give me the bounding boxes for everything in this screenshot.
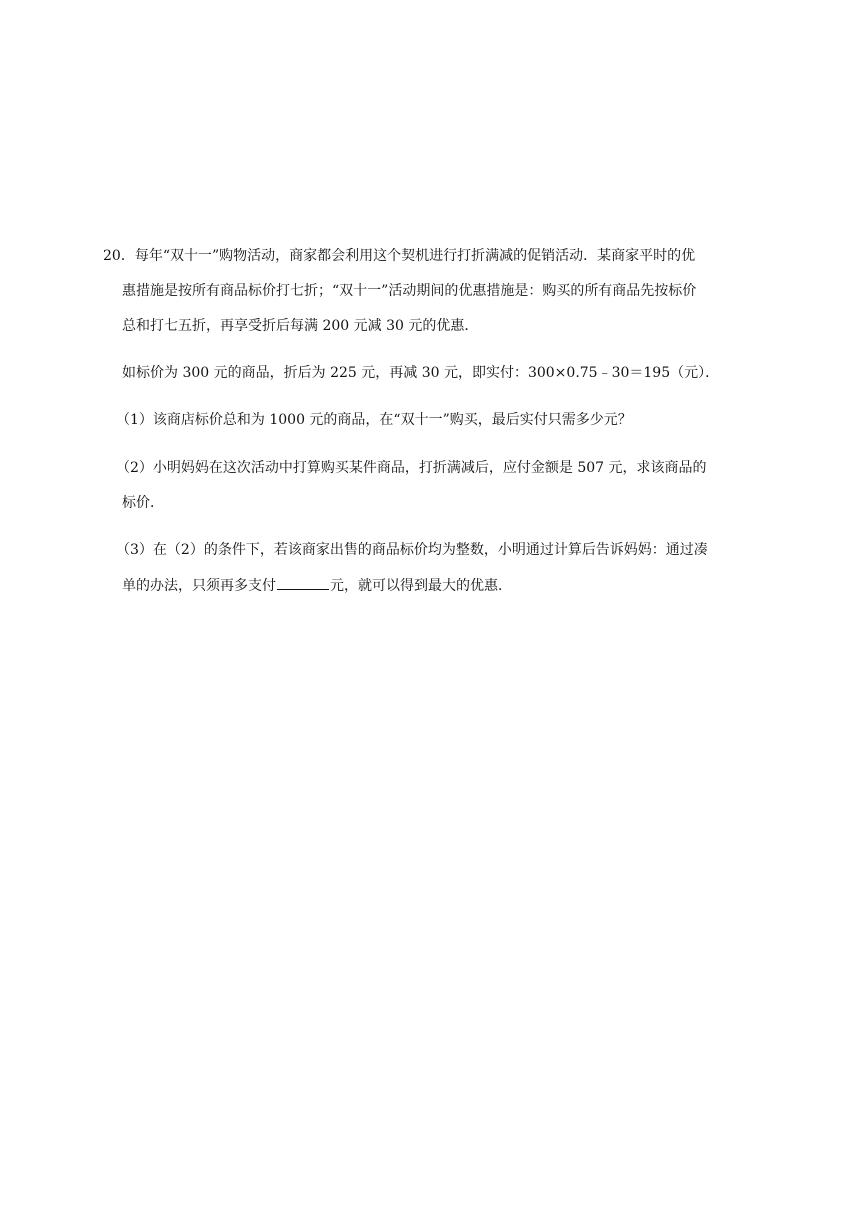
question-3-line-1: （3）在（2）的条件下，若该商家出售的商品标价均为整数，小明通过计算后告诉妈妈：通过凑 bbox=[116, 542, 708, 558]
question-3-text-after-blank: 元，就可以得到最大的优惠． bbox=[330, 578, 512, 594]
example-text: 如标价为 300 元的商品，折后为 225 元，再减 30 元，即实付：300×0.75﹣30＝195（元）． bbox=[122, 365, 720, 381]
problem-stem-line-1 bbox=[103, 246, 695, 266]
question-2-line-2: 标价． bbox=[122, 495, 164, 511]
problem-number: 20． bbox=[103, 248, 135, 264]
problem-stem-line-2: 惠措施是按所有商品标价打七折；“双十一”活动期间的优惠措施是：购买的所有商品先按标价 bbox=[122, 283, 697, 299]
question-2-line-1: （2）小明妈妈在这次活动中打算购买某件商品，打折满减后，应付金额是 507 元，求该商品的 bbox=[116, 460, 707, 476]
problem-stem-text: 每年“双十一”购物活动，商家都会利用这个契机进行打折满减的促销活动．某商家平时的优 bbox=[134, 248, 696, 264]
answer-blank[interactable] bbox=[277, 575, 329, 590]
question-1: （1）该商店标价总和为 1000 元的商品，在“双十一”购买，最后实付只需多少元？ bbox=[116, 412, 632, 428]
question-3-text-before-blank: 单的办法，只须再多支付 bbox=[122, 578, 276, 594]
question-3-line-2 bbox=[122, 575, 512, 596]
problem-stem-line-3: 总和打七五折，再享受折后每满 200 元减 30 元的优惠． bbox=[122, 318, 479, 334]
